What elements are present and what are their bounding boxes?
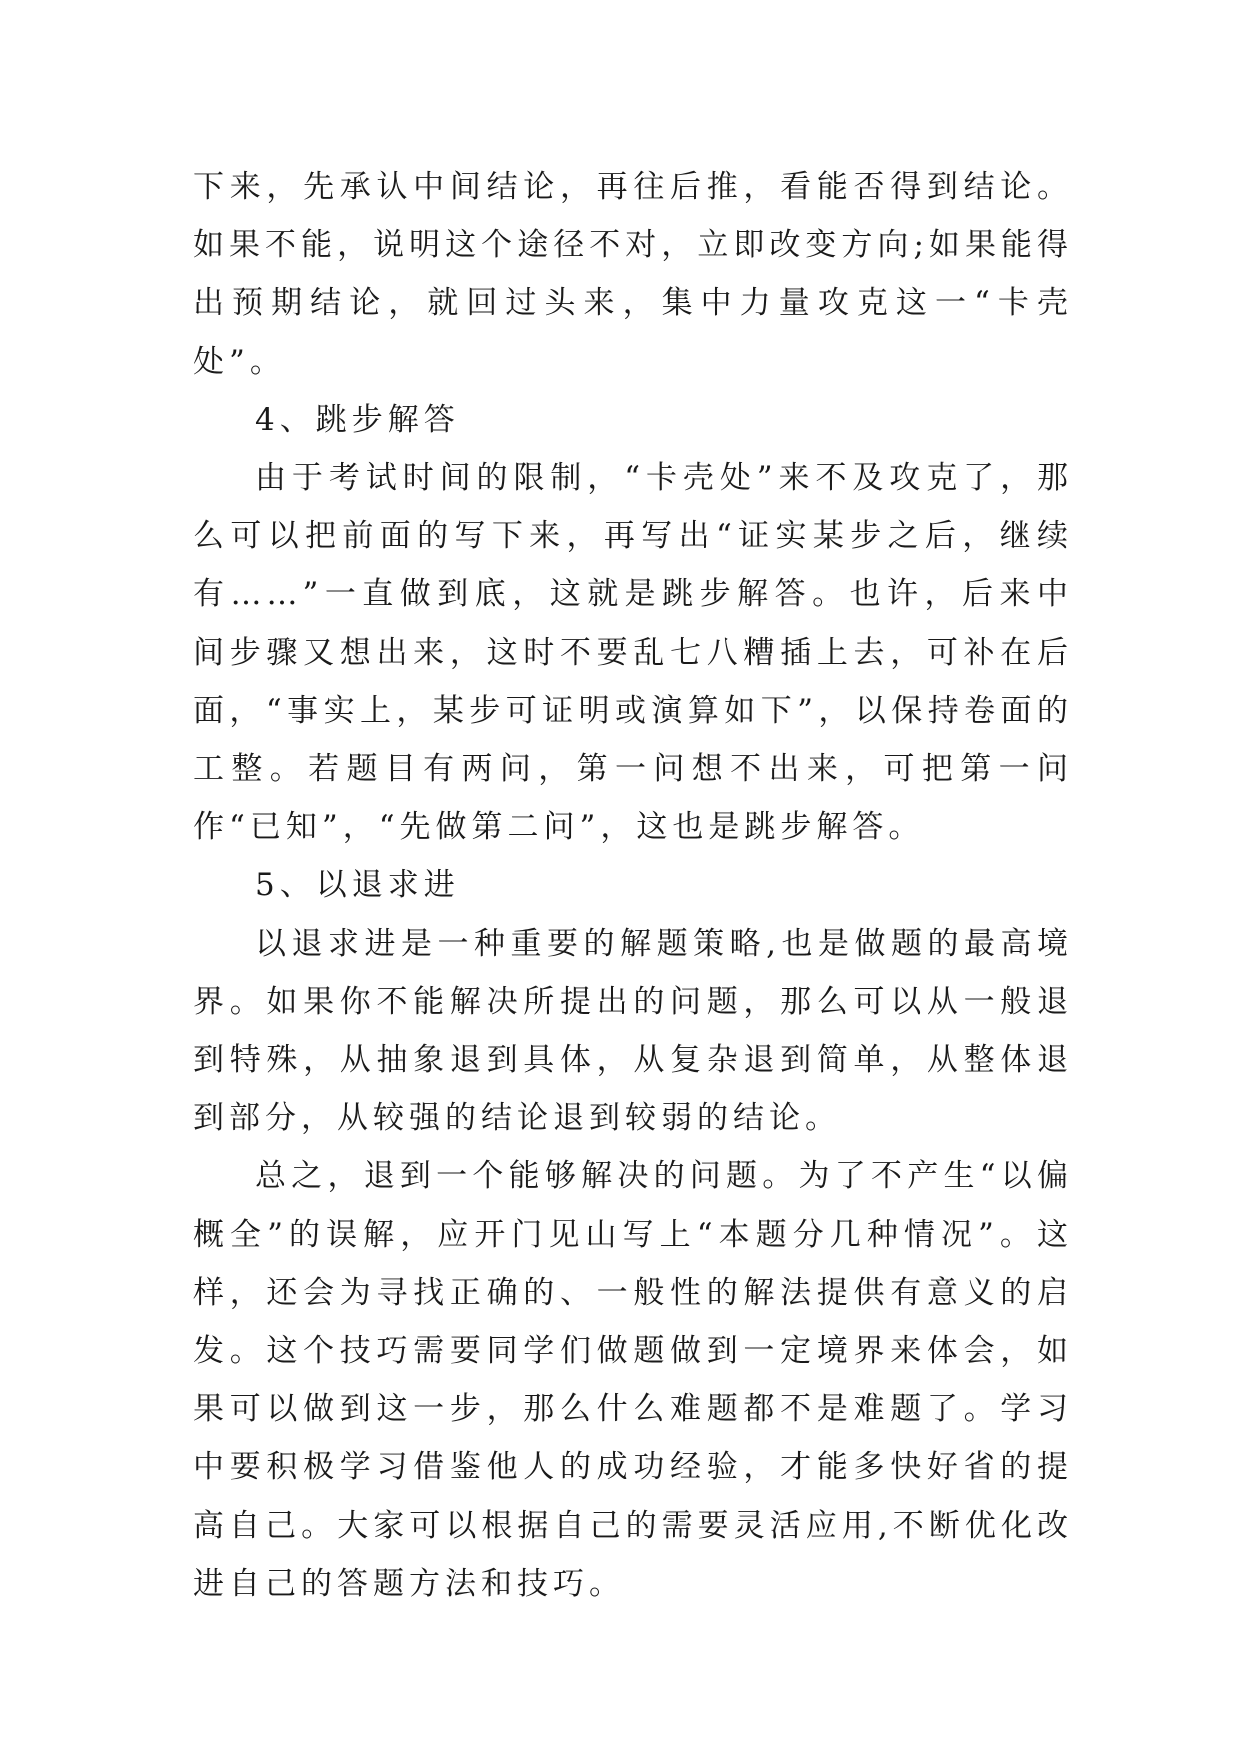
section-heading-skip-step: 4、跳步解答 [255,401,460,438]
paragraph-skip-step: 由于考试时间的限制，“卡壳处”来不及攻克了，那么可以把前面的写下来，再写出“证实某步之后，继续有……”一直做到底，这就是跳步解答。也许，后来中间步骤又想出来，这时不要乱七八糟插上去，可补在后面，“事实上，某步可证明或演算如下”，以保持卷面的工整。若题目有两问，第一问想不出来，可把第一问作“已知”，“先做第二问”，这也是跳步解答。 [193,460,1073,846]
paragraph-retreat-advance: 以退求进是一种重要的解题策略,也是做题的最高境界。如果你不能解决所提出的问题，那么可以从一般退到特殊，从抽象退到具体，从复杂退到简单，从整体退到部分，从较强的结论退到较弱的结论。 [193,925,1073,1137]
section-heading-retreat-advance: 5、以退求进 [255,867,460,904]
document-body [193,158,1073,1613]
paragraph-continued: 下来，先承认中间结论，再往后推，看能否得到结论。如果不能，说明这个途径不对，立即改变方向;如果能得出预期结论，就回过头来，集中力量攻克这一“卡壳处”。 [193,169,1073,380]
paragraph-summary: 总之，退到一个能够解决的问题。为了不产生“以偏概全”的误解，应开门见山写上“本题分几种情况”。这样，还会为寻找正确的、一般性的解法提供有意义的启发。这个技巧需要同学们做题做到一定境界来体会，如果可以做到这一步，那么什么难题都不是难题了。学习中要积极学习借鉴他人的成功经验，才能多快好省的提高自己。大家可以根据自己的需要灵活应用,不断优化改进自己的答题方法和技巧。 [193,1158,1073,1602]
